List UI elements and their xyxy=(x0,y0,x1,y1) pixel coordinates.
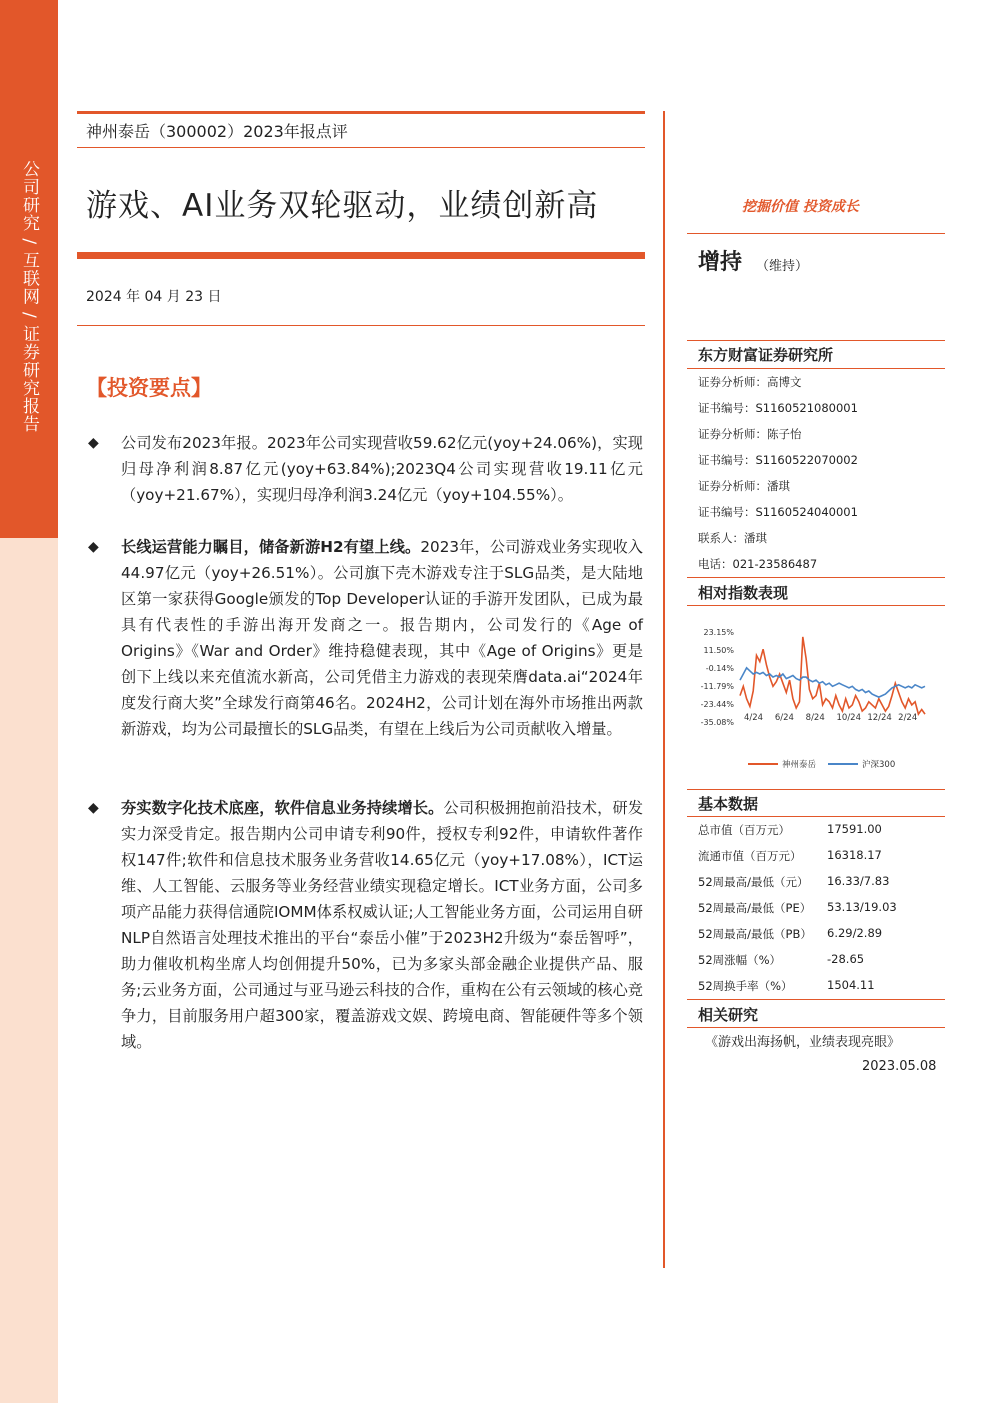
x-tick-label: 10/24 xyxy=(836,713,861,723)
bullet-text: 公司积极拥抱前沿技术，研发实力深受肯定。报告期内公司申请专利90件，授权专利92件，申请软件著作权147件;软件和信息技术服务业务营收14.65亿元（yoy+17.08%），ICT运维、人工智能、云服务等业务经营业绩实现稳定增长。ICT业务方面，公司多项产品能力获得信通院IOMM体系权威认证;人工智能业务方面，公司运用自研NLP自然语言处理技术推出的平台“泰岳小催”于2023H2升级为“泰岳智呼”，助力催收机构坐席人均创佣提升50%，已为多家头部金融企业提供产品、服务;云业务方面，公司通过与亚马逊云科技的合作，重构在公有云领域的核心竞争力，目前服务用户超300家，覆盖游戏文娱、跨境电商、智能硬件等多个领域。 xyxy=(121,799,644,1051)
right-rule xyxy=(687,233,945,234)
column-divider xyxy=(663,111,665,1268)
right-rule xyxy=(687,999,945,1000)
bullet-item xyxy=(88,795,643,1055)
report-date: 2024 年 04 月 23 日 xyxy=(86,289,222,305)
x-tick-label: 12/24 xyxy=(867,713,892,723)
basic-data-value: -28.65 xyxy=(827,952,865,966)
right-rule xyxy=(687,605,945,606)
right-rule xyxy=(687,816,945,817)
rating: 增持 xyxy=(698,250,743,275)
y-tick-label: 23.15% xyxy=(703,628,734,637)
report-title: 神州泰岳（300002）2023年报点评 xyxy=(86,122,348,141)
basic-data-label: 52周换手率（%） xyxy=(698,979,793,993)
basic-data-label: 52周最高/最低（PB） xyxy=(698,927,812,941)
phone-line: 电话：021-23586487 xyxy=(698,557,818,571)
analyst-line: 证券分析师：高博文 xyxy=(698,375,802,389)
bullet-bold: 夯实数字化技术底座，软件信息业务持续增长。 xyxy=(121,799,444,817)
rating-status: （维持） xyxy=(756,259,809,274)
contact-line: 联系人：潘琪 xyxy=(698,531,767,545)
right-rule xyxy=(687,1027,945,1028)
date-rule xyxy=(77,325,645,326)
chart-heading: 相对指数表现 xyxy=(698,584,789,602)
analyst-line: 证书编号：S1160522070002 xyxy=(698,453,858,467)
y-tick-label: 11.50% xyxy=(703,646,734,655)
header-top-rule xyxy=(77,111,645,114)
basic-data-value: 6.29/2.89 xyxy=(827,926,883,940)
x-tick-label: 2/24 xyxy=(898,713,918,723)
basic-data-value: 16318.17 xyxy=(827,848,882,862)
analyst-line: 证书编号：S1160521080001 xyxy=(698,401,858,415)
diamond-icon: ◆ xyxy=(88,800,99,816)
sidebar xyxy=(0,0,58,1403)
sidebar-category: 公司研究 / 互联网 / 证券研究报告 xyxy=(19,160,39,434)
right-rule xyxy=(687,368,945,369)
analyst-line: 证券分析师：潘琪 xyxy=(698,479,790,493)
analyst-line: 证书编号：S1160524040001 xyxy=(698,505,858,519)
basic-data-label: 流通市值（百万元） xyxy=(698,849,802,863)
x-tick-label: 6/24 xyxy=(774,713,794,723)
title-bar xyxy=(77,252,645,259)
basic-data-value: 1504.11 xyxy=(827,978,875,992)
y-tick-label: -11.79% xyxy=(700,682,734,691)
related-report-link[interactable]: 《游戏出海扬帆，业绩表现亮眼》 xyxy=(705,1035,901,1050)
legend-label: 沪深300 xyxy=(862,760,896,770)
x-tick-label: 4/24 xyxy=(744,713,764,723)
bullet-item xyxy=(88,430,643,508)
related-report-date: 2023.05.08 xyxy=(862,1059,937,1074)
right-rule xyxy=(687,789,945,790)
y-tick-label: -35.08% xyxy=(700,718,734,727)
bullet-text: 2023年，公司游戏业务实现收入44.97亿元（yoy+26.51%）。公司旗下壳木游戏专注于SLG品类，是大陆地区第一家获得Google颁发的Top Developer认证的手游开发团队，已成为最具有代表性的手游出海开发商之一。报告期内，公司发行的《Age of Origins》《War and Order》维持稳健表现，其中《Age of Origins》更是创下上线以来充值流水新高，公司凭借主力游戏的表现荣膺data.ai“2024年度发行商大奖”全球发行商第46名。2024H2，公司计划在海外市场推出两款新游戏，均为公司最擅长的SLG品类，有望在上线后为公司贡献收入增量。 xyxy=(121,538,643,738)
bullet-item xyxy=(88,534,643,742)
basic-data-label: 52周涨幅（%） xyxy=(698,953,782,967)
basic-data-value: 53.13/19.03 xyxy=(827,900,897,914)
basic-data-heading: 基本数据 xyxy=(698,795,759,813)
diamond-icon: ◆ xyxy=(88,435,99,451)
y-tick-label: -23.44% xyxy=(700,700,734,709)
bullet-text: 公司发布2023年报。2023年公司实现营收59.62亿元(yoy+24.06%)，实现归母净利润8.87亿元(yoy+63.84%);2023Q4公司实现营收19.11亿元（yoy+21.67%），实现归母净利润3.24亿元（yoy+104.55%）。 xyxy=(121,434,643,504)
relative-index-chart xyxy=(690,618,945,778)
chart-svg xyxy=(690,618,945,778)
legend-label: 神州泰岳 xyxy=(782,760,817,770)
investment-points-heading: 【投资要点】 xyxy=(86,376,212,400)
diamond-icon: ◆ xyxy=(88,539,99,555)
header-rule xyxy=(77,147,645,148)
basic-data-label: 总市值（百万元） xyxy=(698,823,790,837)
main-title: 游戏、AI业务双轮驱动，业绩创新高 xyxy=(86,188,599,224)
basic-data-label: 52周最高/最低（元） xyxy=(698,875,809,889)
institute-name: 东方财富证券研究所 xyxy=(698,346,834,364)
basic-data-value: 17591.00 xyxy=(827,822,882,836)
x-tick-label: 8/24 xyxy=(805,713,825,723)
related-research-heading: 相关研究 xyxy=(698,1006,759,1024)
slogan: 挖掘价值 投资成长 xyxy=(742,199,859,215)
right-rule xyxy=(687,340,945,341)
bullet-bold: 长线运营能力瞩目，储备新游H2有望上线。 xyxy=(121,538,421,556)
basic-data-value: 16.33/7.83 xyxy=(827,874,890,888)
y-tick-label: -0.14% xyxy=(705,664,734,673)
basic-data-label: 52周最高/最低（PE） xyxy=(698,901,812,915)
right-rule xyxy=(687,577,945,578)
analyst-line: 证券分析师：陈子怡 xyxy=(698,427,802,441)
